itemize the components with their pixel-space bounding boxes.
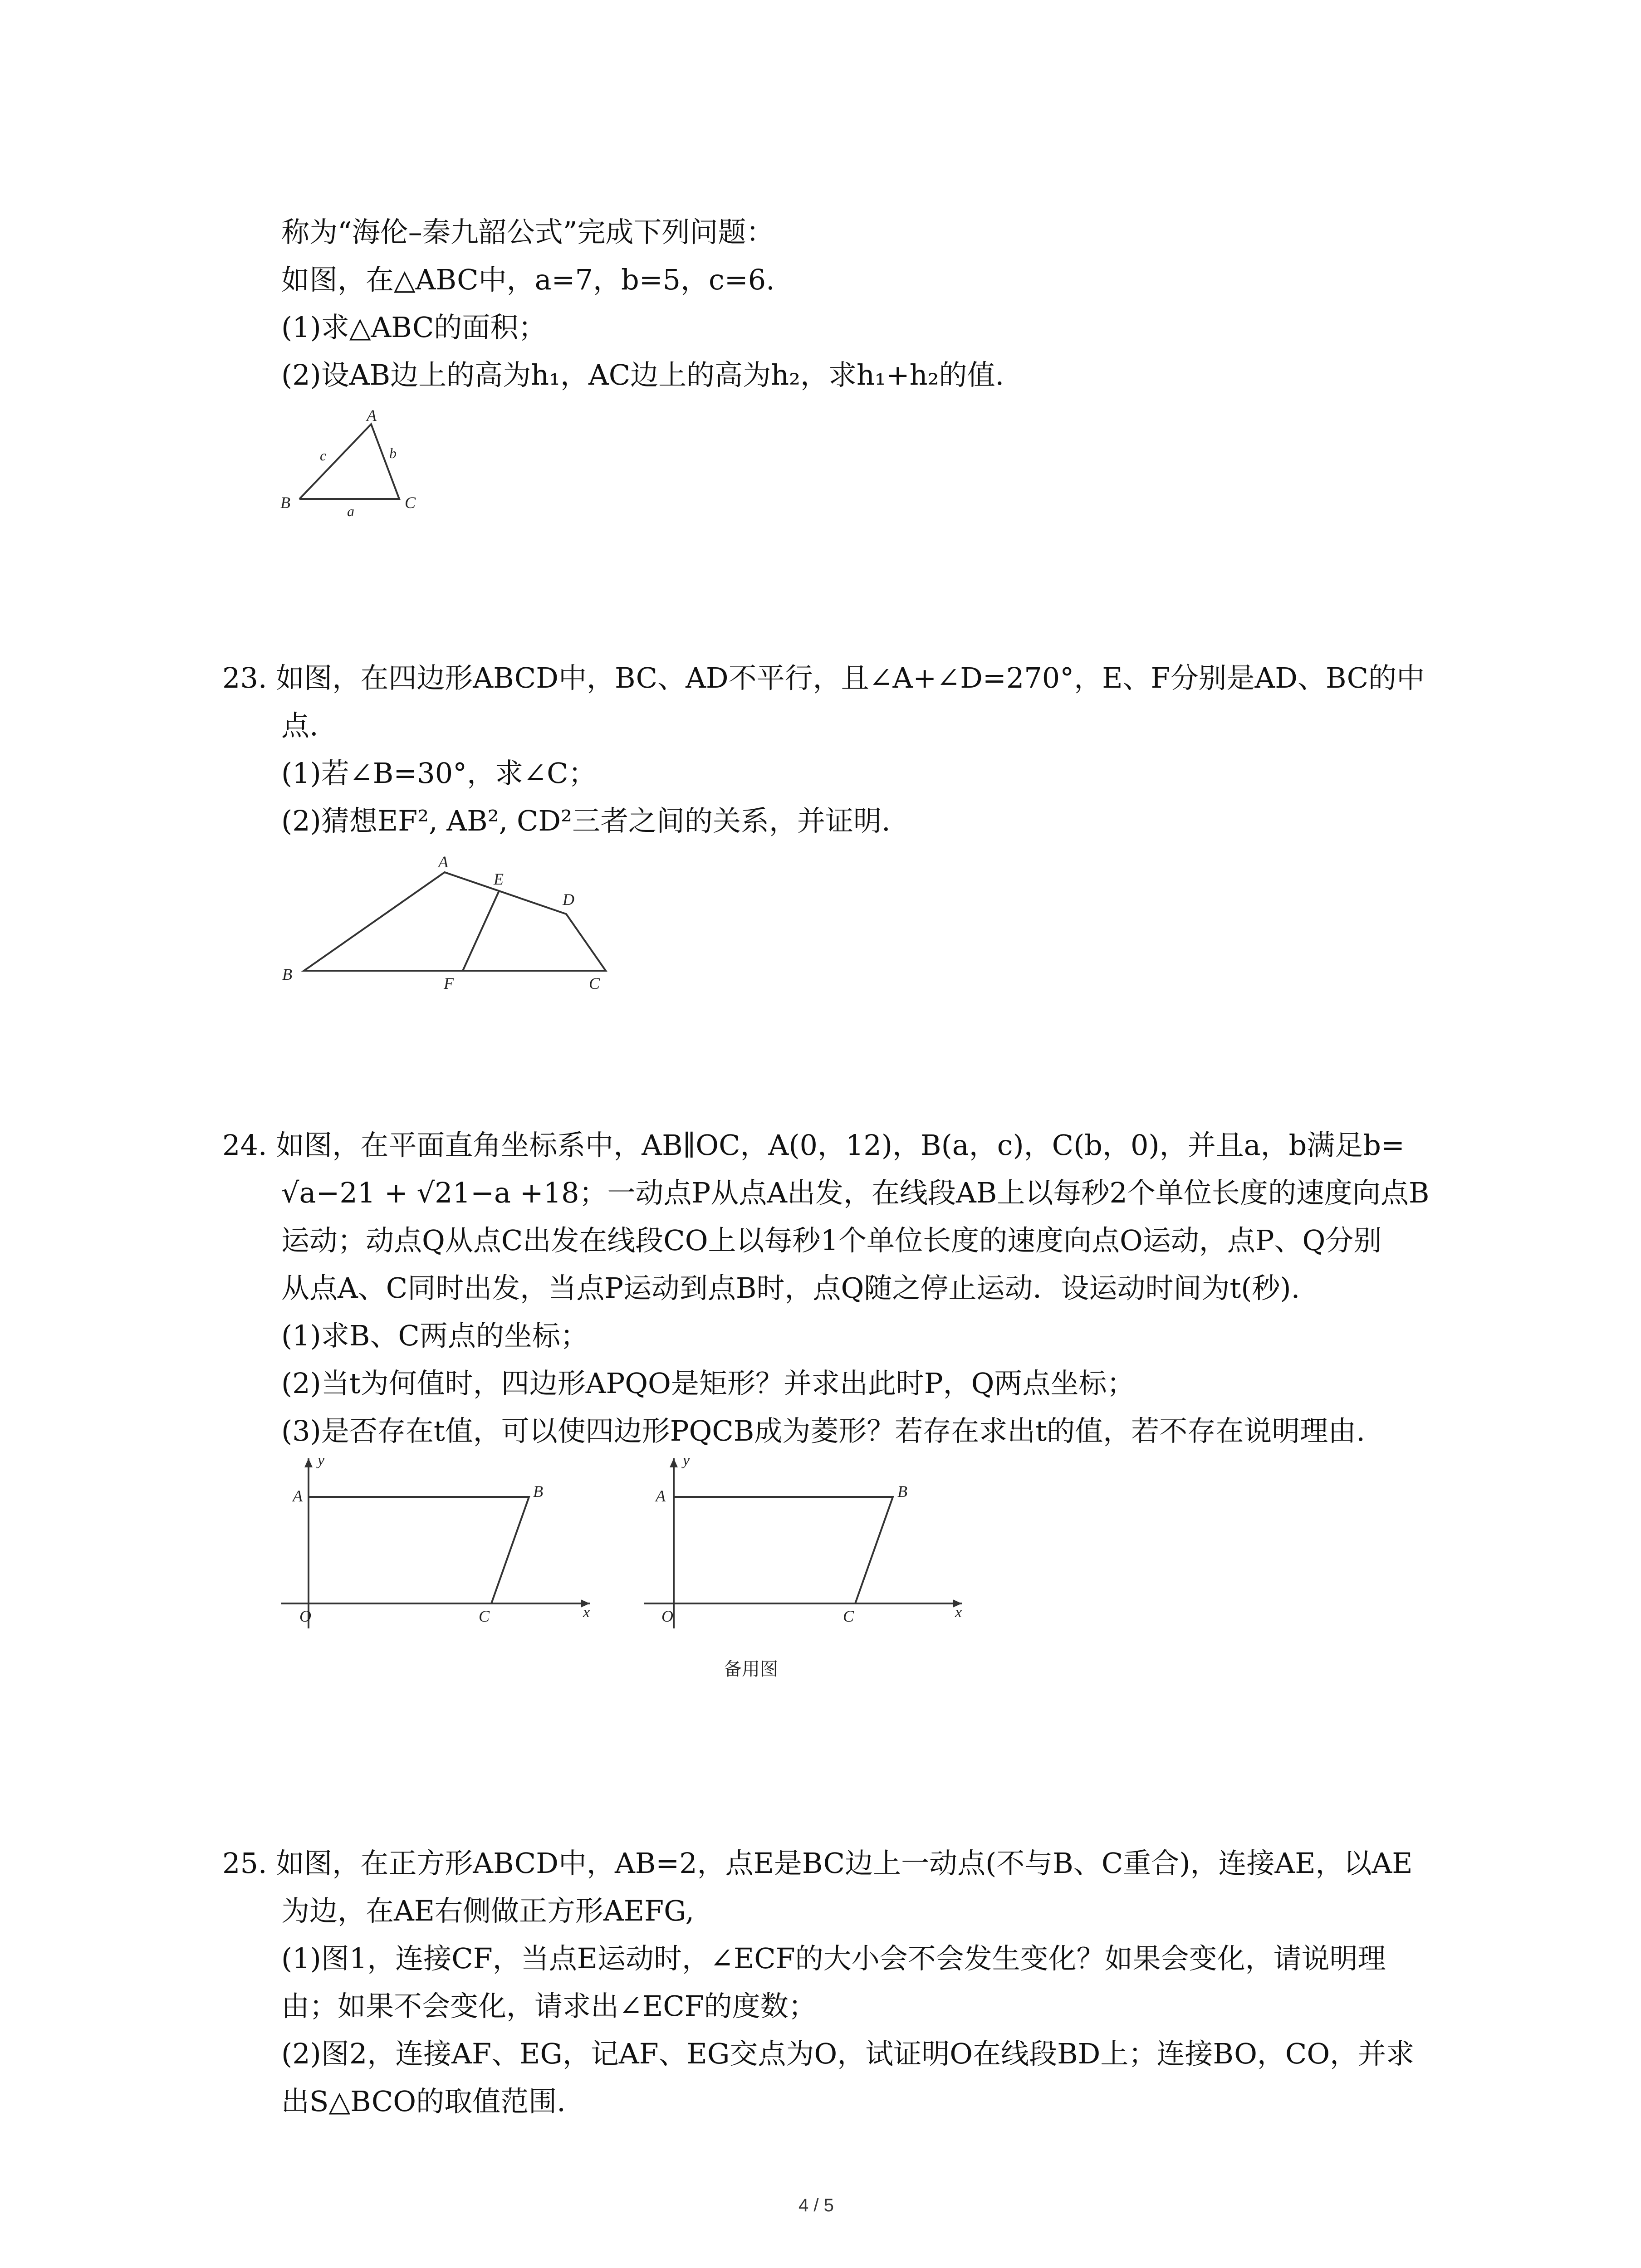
q22-line-1: 称为“海伦–秦九韶公式”完成下列问题： (281, 215, 774, 249)
q23-label-B: B (282, 965, 292, 983)
q22-label-A: A (367, 406, 377, 425)
q24-fig1-label-y: y (318, 1452, 325, 1469)
q24-line-6: (2)当t为何值时，四边形APQO是矩形？并求出此时P，Q两点坐标； (281, 1367, 1135, 1400)
q24-fig2-label-O: O (661, 1607, 673, 1625)
q22-label-c: c (320, 447, 327, 464)
q22-line-4: (2)设AB边上的高为h₁，AC边上的高为h₂，求h₁+h₂的值. (281, 358, 1004, 391)
q24-line-3: 运动；动点Q从点C出发在线段CO上以每秒1个单位长度的速度向点O运动，点P、Q分别 (281, 1224, 1382, 1257)
q22-label-b: b (389, 445, 397, 461)
q24-line-7: (3)是否存在t值，可以使四边形PQCB成为菱形？若存在求出t的值，若不存在说明理由. (281, 1414, 1365, 1447)
q24-fig2-label-y: y (683, 1452, 690, 1469)
q24-fig1-label-x: x (583, 1604, 590, 1621)
q24-fig1-label-A: A (293, 1487, 303, 1505)
q23-quadrilateral-figure (272, 848, 626, 998)
page-number: 4 / 5 (798, 2195, 834, 2215)
q22-label-C: C (405, 494, 416, 512)
q24-spare-figure-caption: 备用图 (724, 1659, 778, 1680)
q22-label-a: a (347, 503, 354, 519)
q23-line-1: 23. 如图，在四边形ABCD中，BC、AD不平行，且∠A+∠D=270°，E、F分别是AD、BC的中 (222, 661, 1425, 694)
q25-line-2: 为边，在AE右侧做正方形AEFG, (281, 1894, 695, 1927)
q22-line-2: 如图，在△ABC中，a=7，b=5，c=6. (281, 263, 775, 296)
q24-coordinate-figure-1 (272, 1452, 608, 1642)
q24-line-5: (1)求B、C两点的坐标； (281, 1319, 588, 1352)
q24-fig1-label-B: B (533, 1482, 543, 1501)
q25-line-4: 由；如果不会变化，请求出∠ECF的度数； (281, 1989, 817, 2023)
q22-label-B: B (280, 494, 290, 512)
q24-fig2-label-A: A (656, 1487, 666, 1505)
q24-line-4: 从点A、C同时出发，当点P运动到点B时，点Q随之停止运动．设运动时间为t(秒). (281, 1271, 1300, 1305)
q25-line-5: (2)图2，连接AF、EG，记AF、EG交点为O，试证明O在线段BD上；连接BO，CO，并求 (281, 2037, 1415, 2070)
q24-fig2-label-B: B (897, 1482, 907, 1501)
q24-line-1: 24. 如图，在平面直角坐标系中，AB∥OC，A(0，12)，B(a，c)，C(b，0)，并且a，b满足b= (222, 1129, 1405, 1162)
q23-label-E: E (494, 870, 504, 888)
q23-label-D: D (563, 890, 574, 909)
q24-fig1-label-O: O (299, 1607, 311, 1625)
q24-fig2-label-x: x (955, 1604, 962, 1621)
q23-line-2: 点. (281, 709, 318, 742)
q22-triangle-figure (272, 399, 436, 526)
q25-line-1: 25. 如图，在正方形ABCD中，AB=2，点E是BC边上一动点(不与B、C重合)，连接AE，以AE (222, 1847, 1413, 1880)
q23-label-F: F (444, 974, 454, 992)
q24-line-2: √a−21 + √21−a +18；一动点P从点A出发，在线段AB上以每秒2个单位长度的速度向点B (281, 1176, 1430, 1209)
q22-line-3: (1)求△ABC的面积； (281, 311, 547, 344)
q23-line-4: (2)猜想EF², AB², CD²三者之间的关系，并证明. (281, 804, 891, 837)
q24-fig1-label-C: C (479, 1607, 490, 1625)
q24-fig2-label-C: C (843, 1607, 854, 1625)
q23-label-A: A (438, 853, 448, 871)
q25-line-6: 出S△BCO的取值范围. (281, 2085, 566, 2118)
q23-line-3: (1)若∠B=30°，求∠C； (281, 757, 597, 790)
q25-line-3: (1)图1，连接CF，当点E运动时，∠ECF的大小会不会发生变化？如果会变化，请说明理 (281, 1942, 1386, 1975)
q24-coordinate-figure-2 (635, 1452, 971, 1642)
q23-label-C: C (589, 974, 600, 992)
